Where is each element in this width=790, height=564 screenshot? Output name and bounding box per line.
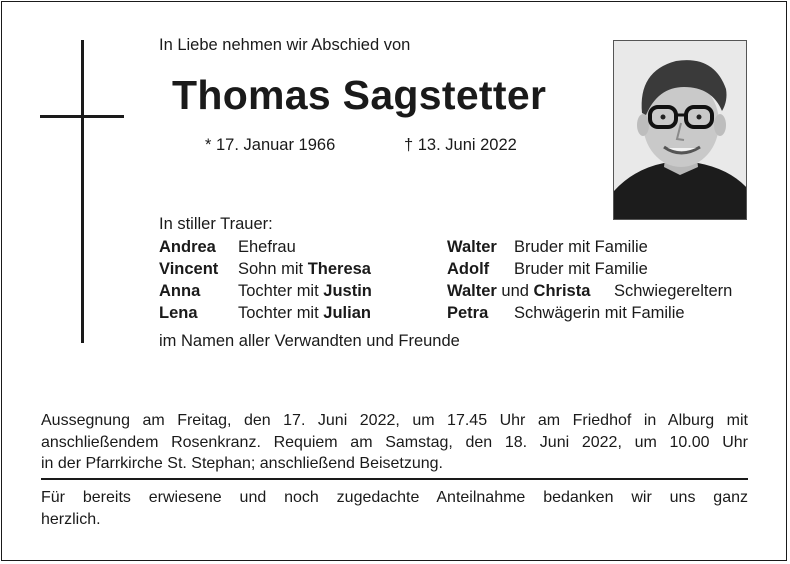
- divider: [41, 478, 748, 480]
- conjunction-text: und: [501, 282, 529, 300]
- service-line: anschließendem Rosenkranz. Requiem am Samstag, den 18. Juni 2022, um 10.00 Uhr: [41, 433, 748, 451]
- partner-name: Julian: [323, 304, 371, 322]
- mourner-row: [447, 304, 488, 323]
- mourner-relation: [238, 260, 371, 279]
- mourners-closing: im Namen aller Verwandten und Freunde: [159, 332, 460, 350]
- intro-text: In Liebe nehmen wir Abschied von: [159, 36, 411, 54]
- mourner-row: [159, 282, 200, 301]
- relation-text: Schwägerin mit Familie: [514, 304, 685, 322]
- mourner-row: [159, 260, 218, 279]
- mourner-name: Petra: [447, 304, 489, 322]
- service-paragraph: [41, 410, 748, 475]
- service-line: Aussegnung am Freitag, den 17. Juni 2022, um 17.45 Uhr am Friedhof in Alburg mit: [41, 412, 748, 429]
- mourners-title: In stiller Trauer:: [159, 215, 273, 233]
- deceased-name: Thomas Sagstetter: [172, 72, 547, 118]
- relation-text: Schwiegereltern: [614, 282, 733, 300]
- mourner-row: [159, 304, 198, 323]
- relation-text: Bruder mit Familie: [514, 260, 648, 278]
- relation-text: Bruder mit Familie: [514, 238, 648, 256]
- birth-date: * 17. Januar 1966: [205, 136, 336, 154]
- mourner-name: Walter: [447, 238, 497, 256]
- relation-text: Tochter mit: [238, 304, 324, 322]
- partner-name: Theresa: [307, 260, 371, 278]
- mourner-row: [159, 238, 216, 257]
- relation-text: Ehefrau: [238, 238, 296, 256]
- mourner-name: Adolf: [447, 260, 490, 278]
- mourner-row: [447, 260, 489, 279]
- partner-name: Justin: [323, 282, 372, 300]
- mourner-relation: [238, 282, 372, 301]
- mourner-name: Walter: [447, 282, 497, 300]
- mourner-row: [447, 282, 590, 301]
- service-line: in der Pfarrkirche St. Stephan; anschließend Beisetzung.: [41, 455, 443, 472]
- mourner-name: Christa: [533, 282, 591, 300]
- mourner-relation: [238, 238, 296, 257]
- mourner-name: Andrea: [159, 238, 216, 256]
- cross-icon-vertical: [81, 40, 84, 343]
- mourner-name: Vincent: [159, 260, 219, 278]
- mourner-row: [447, 238, 497, 257]
- mourner-name: Anna: [159, 282, 201, 300]
- thanks-line: Für bereits erwiesene und noch zugedachte Anteilnahme bedanken wir uns ganz: [41, 489, 748, 506]
- death-date: † 13. Juni 2022: [404, 136, 517, 154]
- relation-text: Tochter mit: [238, 282, 324, 300]
- mourner-relation: [238, 304, 371, 323]
- thanks-paragraph: [41, 487, 748, 530]
- relation-text: Sohn mit: [238, 260, 308, 278]
- mourner-name: Lena: [159, 304, 198, 322]
- thanks-line: herzlich.: [41, 510, 101, 528]
- cross-icon-horizontal: [40, 115, 124, 118]
- portrait-photo: [613, 40, 747, 220]
